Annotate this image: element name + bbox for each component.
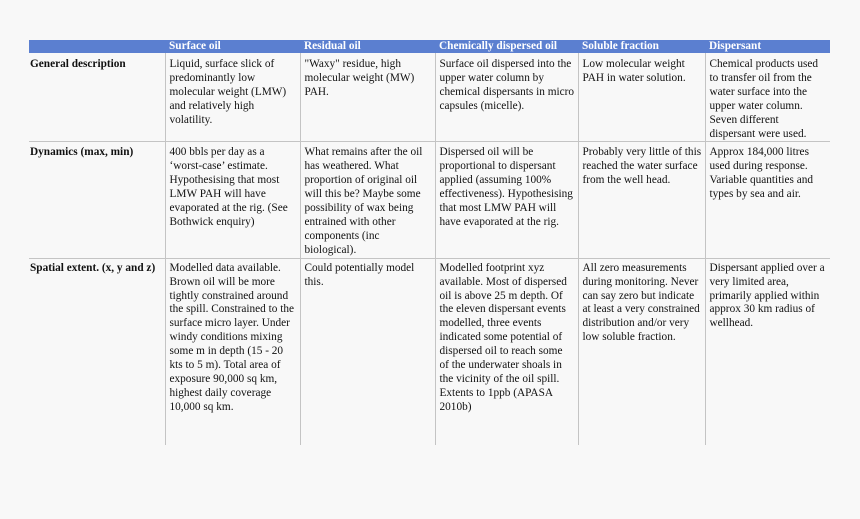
table-cell: Low molecular weight PAH in water solution. [578, 53, 705, 142]
table-cell: What remains after the oil has weathered. What proportion of original oil will this be? Maybe some possibility of wax being entrained with other components (inc biological). [300, 142, 435, 258]
header-soluble-fraction: Soluble fraction [578, 40, 705, 53]
table-cell: Dispersed oil will be proportional to dispersant applied (assuming 100% effectiveness). Hypothesising that most LMW PAH will have evaporated at the rig. [435, 142, 578, 258]
table-cell: Liquid, surface slick of predominantly low molecular weight (LMW) and relatively high volatility. [165, 53, 300, 142]
header-chemically-dispersed-oil: Chemically dispersed oil [435, 40, 578, 53]
table-cell: Modelled footprint xyz available. Most of dispersed oil is above 25 m depth. Of the eleven dispersant events modelled, three events indicated some potential of dispersed oil to reach some of the underwater shoals in the vicinity of the oil spill. Extents to 1ppb (APASA 2010b) [435, 258, 578, 445]
row-label: Spatial extent. (x, y and z) [29, 258, 165, 445]
table-cell: Chemical products used to transfer oil from the water surface into the upper water column. Seven different dispersant were used. [705, 53, 830, 142]
table-cell: All zero measurements during monitoring. Never can say zero but indicate at least a very constrained distribution and/or very low soluble fraction. [578, 258, 705, 445]
table-row [29, 53, 830, 142]
table-row [29, 258, 830, 445]
header-surface-oil: Surface oil [165, 40, 300, 53]
header-empty-cell [29, 40, 165, 53]
table-cell: "Waxy" residue, high molecular weight (MW) PAH. [300, 53, 435, 142]
row-label: Dynamics (max, min) [29, 142, 165, 258]
row-label: General description [30, 58, 126, 70]
table-header-row [29, 40, 830, 53]
table-cell: 400 bbls per day as a ‘worst-case’ estimate. Hypothesising that most LMW PAH will have evaporated at the rig. (See Bothwick enquiry) [165, 142, 300, 258]
table-cell: Dispersant applied over a very limited area, primarily applied within approx 30 km radius of wellhead. [705, 258, 830, 445]
table-cell: Probably very little of this reached the water surface from the well head. [578, 142, 705, 258]
header-residual-oil: Residual oil [300, 40, 435, 53]
table-row [29, 142, 830, 258]
table-cell: Could potentially model this. [300, 258, 435, 445]
table-cell: Modelled data available. Brown oil will be more tightly constrained around the spill. Constrained to the surface micro layer. Under windy conditions mixing some m in depth (15 - 20 kts to 5 m). Total area of exposure 90,000 sq km, highest daily coverage 10,000 sq km. [165, 258, 300, 445]
oil-fractions-table [29, 40, 830, 445]
table-cell: Approx 184,000 litres used during response. Variable quantities and types by sea and air. [705, 142, 830, 258]
header-dispersant: Dispersant [705, 40, 830, 53]
table-cell: Surface oil dispersed into the upper water column by chemical dispersants in micro capsules (micelle). [435, 53, 578, 142]
